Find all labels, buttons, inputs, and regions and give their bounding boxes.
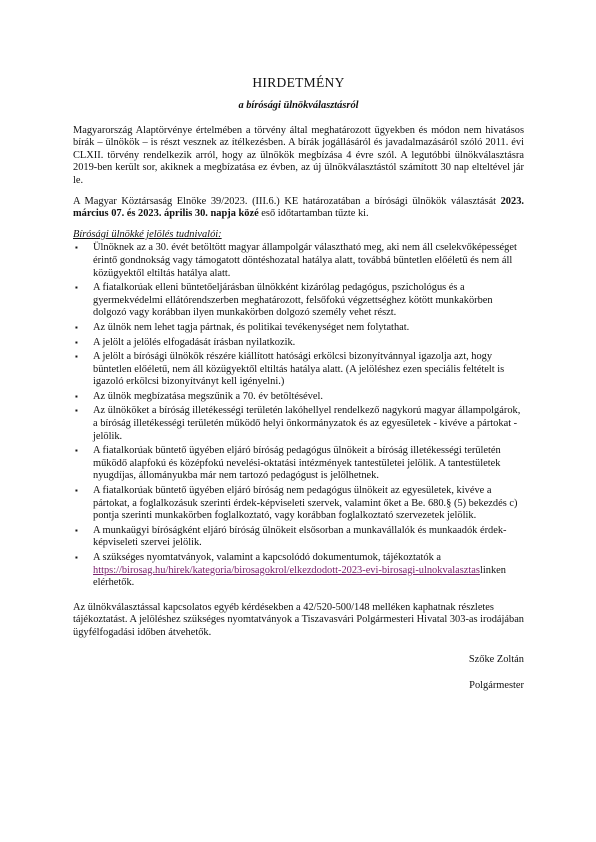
documents-text-after: linken elérhetők. [93, 564, 506, 589]
bullet-icon: ▪ [75, 391, 78, 401]
requirement-item [73, 242, 524, 280]
requirement-text: A fiatalkorúak elleni büntetőeljárásban ülnökként kizárólag pedagógus, pszichológus és a gyermekvédelmi ellátórendszerben meghatározott, felsőfokú végzettséghez kötött munkakörben dolgozó vagy korábban ilyen munkakörben dolgozó személy vehet részt. [93, 282, 493, 319]
requirement-item [73, 322, 524, 335]
requirement-text: A fiatalkorúak büntető ügyében eljáró bíróság nem pedagógus ülnökeit az egyesületek, kivéve a pártokat, a foglalkozásuk szerinti érdek-képviseleti szervek, valamint őket a Be. 680.§ (5) bekezdés c) pontja szerinti munkakörben foglalkoztató, vagy korábban foglalkoztató szervezetek jelölik. [93, 485, 518, 522]
bullet-icon: ▪ [75, 446, 78, 456]
bullet-icon: ▪ [75, 406, 78, 416]
bullet-icon: ▪ [75, 486, 78, 496]
notice-page [73, 75, 524, 693]
election-period-dates: 2023. március 07. és 2023. április 30. napja közé [73, 195, 524, 220]
signature-name: Szőke Zoltán [468, 653, 524, 665]
election-period-text-after: eső időtartamban tűzte ki. [258, 208, 369, 220]
requirement-text: A jelölt a bírósági ülnökök részére kiállított hatósági erkölcsi bizonyítvánnyal igazolja azt, hogy büntetlen előéletű, nem áll közügyektől eltiltás hatálya alatt. (A jelöléshez ezen speciális feltételt is igazoló erkölcsi bizonyítványt kell igényelni.) [93, 351, 505, 388]
requirement-text: Ülnöknek az a 30. évét betöltött magyar állampolgár választható meg, aki nem áll cselekvőképességet érintő gondnokság vagy támogatott döntéshozatal hatálya alatt, továbbá büntetlen előéletű és nem áll közügyektől eltiltás hatálya alatt. [93, 242, 517, 279]
documents-link[interactable]: https://birosag.hu/hirek/kategoria/birosagokrol/elkezdodott-2023-evi-birosagi-ulnokvalasztas [93, 564, 480, 576]
requirement-item [73, 282, 524, 320]
requirement-text: A jelölt a jelölés elfogadását írásban nyilatkozik. [93, 336, 296, 348]
requirement-text: A munkaügyi bíróságként eljáró bíróság ülnökeit elsősorban a munkavállalók és munkaadók érdek-képviseleti szervei jelölik. [93, 524, 507, 549]
requirement-item [73, 405, 524, 443]
signature-role: Polgármester [469, 680, 524, 692]
requirement-item [73, 351, 524, 389]
documents-text-before: A szükséges nyomtatványok, valamint a kapcsolódó dokumentumok, tájékoztatók a [93, 552, 442, 563]
requirements-heading: Bírósági ülnökké jelölés tudnivalói: [73, 228, 222, 240]
bullet-icon: ▪ [75, 322, 78, 332]
requirement-text: Az ülnök megbízatása megszűnik a 70. év betöltésével. [93, 390, 323, 402]
requirement-item [73, 337, 524, 350]
requirement-item [73, 391, 524, 404]
requirement-item [73, 485, 524, 523]
requirement-text: A fiatalkorúak büntető ügyében eljáró bíróság pedagógus ülnökeit a bíróság illetékességi területén működő alapfokú és középfokú nevelési-oktatási intézmények tantestületei jelölik. A tantestületek nyugdíjas, állományukba már nem tartozó pedagógust is jelölhetnek. [93, 445, 501, 482]
page-subtitle: a bírósági ülnökválasztásról [238, 100, 359, 111]
closing-paragraph: Az ülnökválasztással kapcsolatos egyéb kérdésekben a 42/520-500/148 melléken kaphatnak részletes tájékoztatást. A jelöléshez szükséges nyomtatványok a Tiszavasvári Polgármesteri Hivatal 303-as irodájában ügyfélfogadási időben átvehetők. [73, 601, 525, 638]
requirement-item [73, 445, 524, 483]
bullet-icon: ▪ [75, 243, 78, 253]
page-title: HIRDETMÉNY [252, 75, 345, 90]
election-period-paragraph [73, 196, 524, 221]
requirement-text: Az ülnököket a bíróság illetékességi területén lakóhellyel rendelkező nagykorú magyar állampolgárok, a bíróság illetékességi területén működő helyi önkormányzatok és az egyesületek - kivéve a pártokat - jelölik. [93, 405, 521, 442]
requirement-item-documents [73, 552, 524, 590]
election-period-text-before: A Magyar Köztársaság Elnöke 39/2023. (III.6.) KE határozatában a bírósági ülnökök választását [73, 195, 501, 207]
intro-paragraph: Magyarország Alaptörvénye értelmében a törvény által meghatározott ügyekben és módon nem hivatásos bírák – ülnökök – is részt vesznek az ítélkezésben. A bírák jogállásáról és javadalmazásáról szóló 2011. évi CLXII. törvény rendelkezik arról, hogy az ülnökök megbízása 4 évre szól. A legutóbbi ülnökválasztásra 2019-ben került sor, akiknek a megbízatása ez évben, az új ülnökválasztástól számított 30 nap elteltével jár le. [73, 124, 524, 186]
bullet-icon: ▪ [75, 352, 78, 362]
requirements-list [73, 242, 524, 589]
bullet-icon: ▪ [75, 337, 78, 347]
requirement-item [73, 525, 524, 550]
bullet-icon: ▪ [75, 553, 78, 562]
requirement-text: Az ülnök nem lehet tagja pártnak, és politikai tevékenységet nem folytathat. [93, 321, 410, 333]
bullet-icon: ▪ [75, 283, 78, 293]
bullet-icon: ▪ [75, 525, 78, 535]
